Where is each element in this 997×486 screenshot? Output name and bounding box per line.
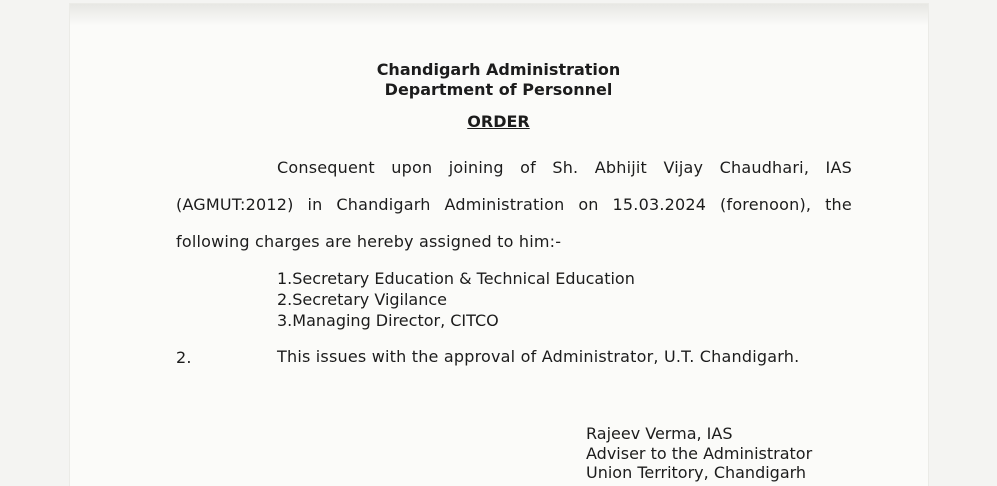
word: on [578,195,599,214]
para1-line3: following charges are hereby assigned to him:- [176,232,562,251]
word: in [307,195,323,214]
charge-item: 3.Managing Director, CITCO [277,311,499,330]
charge-item: 2.Secretary Vigilance [277,290,448,309]
word: IAS [825,158,852,177]
word: Administration [444,195,565,214]
word: Sh. [552,158,579,177]
org-name: Chandigarh Administration [376,60,621,79]
charges-list [277,268,635,331]
order-title: ORDER [467,112,530,131]
word: Chandigarh [336,195,431,214]
signatory-name: Rajeev Verma, IAS [586,424,733,443]
signatory-office: Union Territory, Chandigarh [586,463,807,482]
word: the [825,195,852,214]
signatory-designation: Adviser to the Administrator [586,443,813,463]
para1-line1 [277,158,852,177]
word: (AGMUT:2012) [176,195,294,214]
signature-block [586,424,812,483]
word: Abhijit [594,158,648,177]
word: (forenoon), [720,195,812,214]
word: of [520,158,536,177]
word: Consequent [277,158,375,177]
charge-item: 1.Secretary Education & Technical Education [277,269,635,288]
para2-text: This issues with the approval of Administrator, U.T. Chandigarh. [277,347,800,366]
para1-line2 [176,195,852,214]
word: joining [448,158,504,177]
word: upon [391,158,433,177]
para2-number: 2. [176,348,192,367]
word: Chaudhari, [719,158,810,177]
word: Vijay [663,158,704,177]
scan-shadow [70,4,928,26]
department-name: Department of Personnel [384,80,613,99]
word: 15.03.2024 [612,195,707,214]
